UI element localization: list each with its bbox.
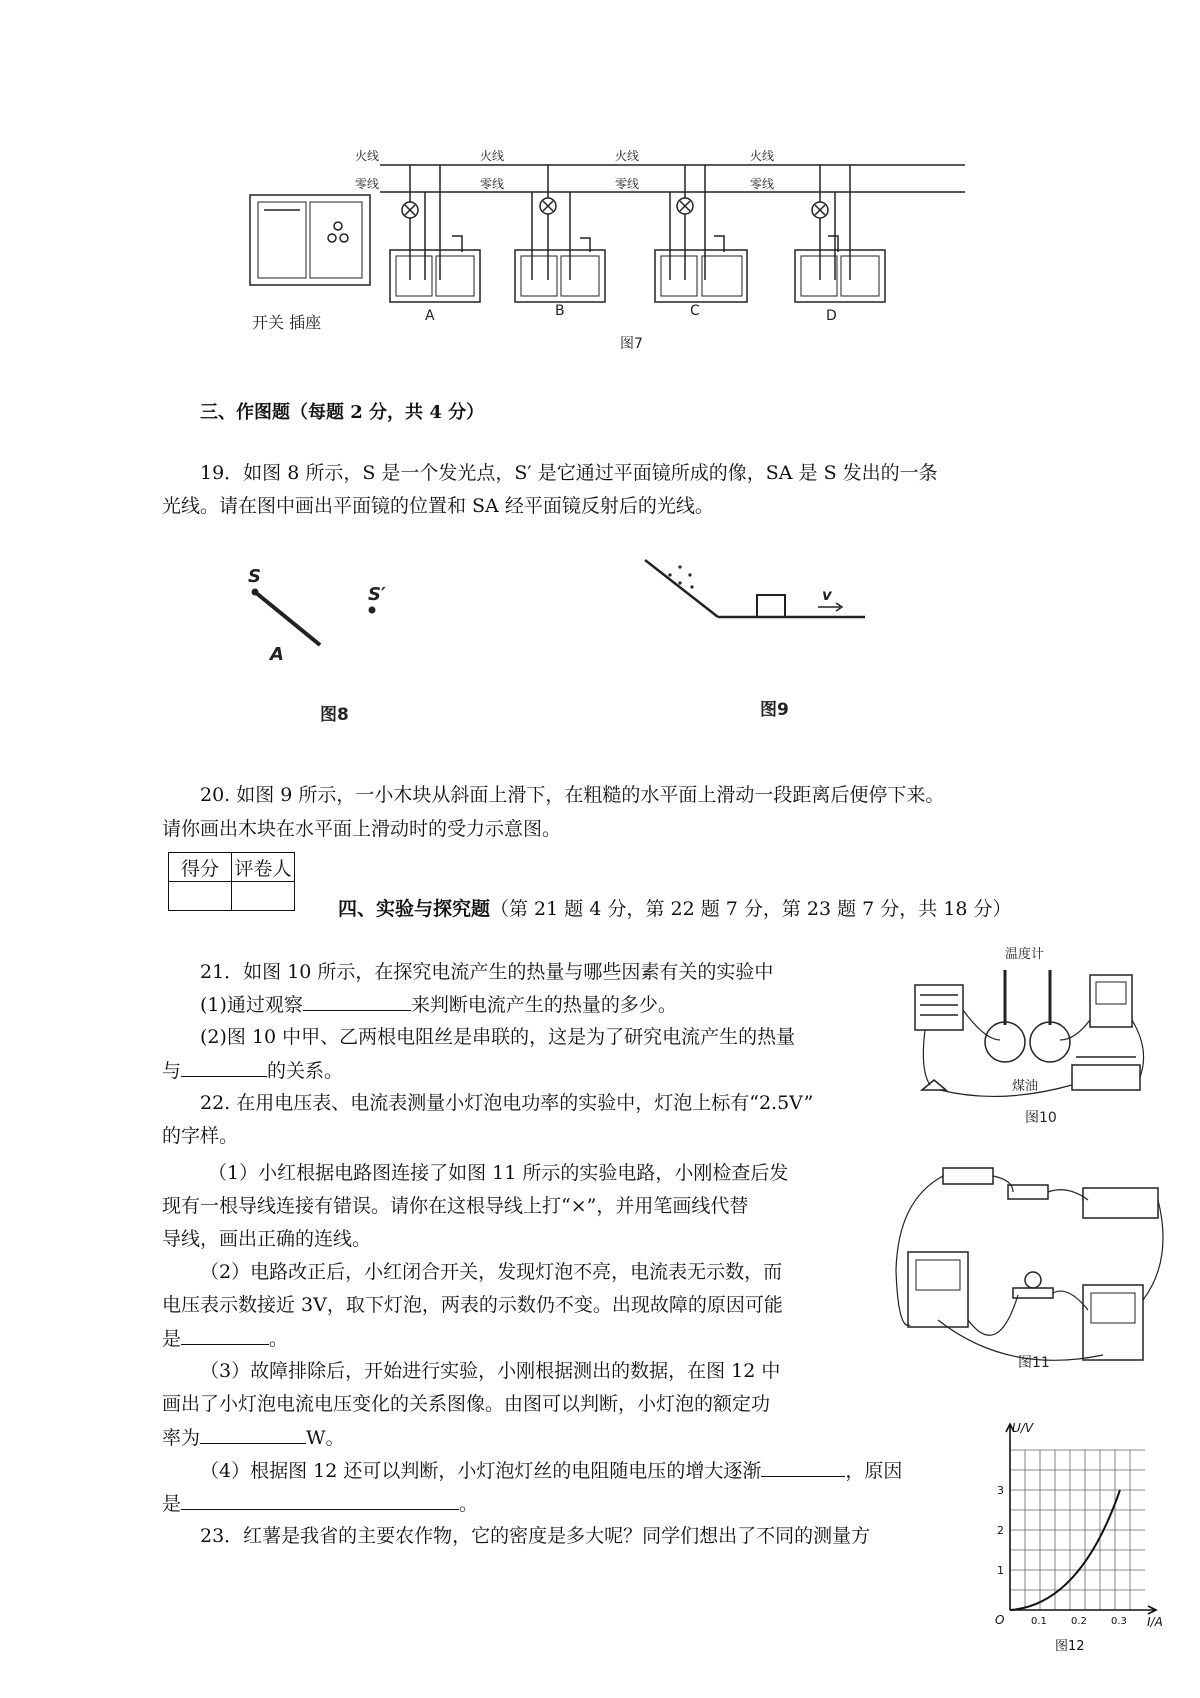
q22-s1-line-1: （1）小红根据电路图连接了如图 11 所示的实验电路，小刚检查后发 xyxy=(208,1162,789,1184)
q21-part-1 xyxy=(200,988,677,1022)
panel-label: 开关 插座 xyxy=(252,313,322,332)
rheostat xyxy=(1072,1065,1140,1090)
q22-s3-line-1: （3）故障排除后，开始进行实验，小刚根据测出的数据，在图 12 中 xyxy=(200,1360,781,1382)
q21-blank-2[interactable] xyxy=(181,1054,267,1077)
option-d-label: D xyxy=(826,308,837,324)
figure-8 xyxy=(200,550,460,730)
q22-blank-power[interactable] xyxy=(200,1421,306,1444)
figure-8-caption: 图8 xyxy=(320,705,349,725)
wood-block xyxy=(757,595,785,617)
figure-10-caption: 图10 xyxy=(1025,1110,1057,1126)
q21-part-3 xyxy=(162,1054,343,1088)
point-s-prime-label: S′ xyxy=(368,584,386,605)
q22-s4-mid: ，原因 xyxy=(845,1460,903,1482)
figure-12 xyxy=(985,1410,1185,1660)
live-wire-label: 火线 xyxy=(615,149,640,163)
rheostat xyxy=(1083,1188,1158,1218)
q22-s4-line-1 xyxy=(200,1454,902,1488)
q22-s2-line-2: 电压表示数接近 3V，取下灯泡，两表的示数仍不变。出现故障的原因可能 xyxy=(162,1294,783,1316)
q21-part-1-prefix: (1)通过观察 xyxy=(200,994,303,1016)
q21-part-1-suffix: 来判断电流产生的热量的多少。 xyxy=(410,994,677,1016)
q22-s3-line-2: 画出了小灯泡电流电压变化的关系图像。由图可以判断，小灯泡的额定功 xyxy=(162,1393,771,1415)
velocity-label: v xyxy=(822,586,832,604)
option-c-diagram xyxy=(655,165,747,302)
x-tick-1: 0.1 xyxy=(1031,1616,1047,1627)
figure-7-caption: 图7 xyxy=(620,336,643,352)
q22-s3-suffix: W。 xyxy=(306,1427,345,1449)
q21-part-3-prefix: 与 xyxy=(162,1060,182,1082)
origin-label: O xyxy=(995,1613,1005,1627)
score-cell[interactable] xyxy=(169,882,232,911)
q22-s3-prefix: 率为 xyxy=(162,1427,201,1449)
switch xyxy=(922,1080,946,1090)
grader-header: 评卷人 xyxy=(232,853,295,882)
incline xyxy=(645,560,718,617)
point-s-label: S xyxy=(248,566,261,587)
dotted-block-outline xyxy=(668,565,693,588)
q22-line-1: 22. 在用电压表、电流表测量小灯泡电功率的实验中，灯泡上标有“2.5V” xyxy=(200,1092,814,1114)
figure-7 xyxy=(230,140,990,370)
point-a-label: A xyxy=(270,644,284,665)
q22-s4-reason-prefix: 是 xyxy=(162,1493,182,1515)
q19-line-2: 光线。请在图中画出平面镜的位置和 SA 经平面镜反射后的光线。 xyxy=(162,495,714,517)
x-tick-2: 0.2 xyxy=(1071,1616,1087,1627)
q22-s4-reason-suffix: 。 xyxy=(459,1493,479,1515)
figure-9-caption: 图9 xyxy=(760,700,789,720)
option-c-label: C xyxy=(690,303,700,319)
q22-s2-prefix: 是 xyxy=(162,1328,182,1350)
ray-sa xyxy=(255,592,320,645)
live-wire-label: 火线 xyxy=(355,149,380,163)
switch xyxy=(1008,1185,1048,1199)
graph-grid xyxy=(1010,1450,1145,1610)
q22-s2-line-1: （2）电路改正后，小红闭合开关，发现灯泡不亮，电流表无示数，而 xyxy=(200,1261,783,1283)
section-4-heading-row xyxy=(338,893,1012,926)
figure-9 xyxy=(640,555,880,735)
live-wire-label: 火线 xyxy=(750,149,775,163)
battery xyxy=(943,1168,993,1184)
q22-blank-fault[interactable] xyxy=(181,1322,269,1345)
neutral-wire-label: 零线 xyxy=(480,177,505,191)
score-header: 得分 xyxy=(169,853,232,882)
figure-12-caption: 图12 xyxy=(1055,1639,1085,1654)
section-4-heading: 四、实验与探究题 xyxy=(338,898,491,920)
option-b-label: B xyxy=(555,303,565,319)
q22-line-2: 的字样。 xyxy=(162,1125,239,1147)
option-a-diagram xyxy=(390,165,480,302)
q22-s4-line-2 xyxy=(162,1487,478,1521)
figure-10 xyxy=(900,940,1160,1130)
q22-blank-resistance[interactable] xyxy=(761,1454,845,1477)
y-tick-3: 3 xyxy=(997,1484,1004,1497)
score-table xyxy=(168,852,295,911)
option-a-label: A xyxy=(425,308,435,324)
oil-label: 煤油 xyxy=(1012,1079,1039,1094)
battery xyxy=(915,985,963,1030)
q22-s3-line-3 xyxy=(162,1421,345,1455)
q21-part-3-suffix: 的关系。 xyxy=(267,1060,344,1082)
section-4-note: （第 21 题 4 分，第 22 题 7 分，第 23 题 7 分，共 18 分） xyxy=(490,898,1012,920)
q23-line-1: 23．红薯是我省的主要农作物，它的密度是多大呢？同学们想出了不同的测量方 xyxy=(200,1525,871,1547)
figure-11-caption: 图11 xyxy=(1018,1355,1050,1371)
lamp xyxy=(1025,1272,1041,1288)
x-axis-label: I/A xyxy=(1147,1615,1163,1629)
live-wire-label: 火线 xyxy=(480,149,505,163)
y-tick-2: 2 xyxy=(997,1524,1004,1537)
q19-line-1: 19．如图 8 所示，S 是一个发光点，S′ 是它通过平面镜所成的像，SA 是 S 发出的一条 xyxy=(200,462,938,484)
section-3-heading: 三、作图题（每题 2 分，共 4 分） xyxy=(200,402,485,423)
q22-s1-line-2: 现有一根导线连接有错误。请你在这根导线上打“×”，并用笔画线代替 xyxy=(162,1195,749,1217)
grader-cell[interactable] xyxy=(232,882,295,911)
x-tick-3: 0.3 xyxy=(1111,1616,1127,1627)
thermometer-label: 温度计 xyxy=(1005,947,1045,962)
q20-line-2: 请你画出木块在水平面上滑动时的受力示意图。 xyxy=(162,818,562,840)
q20-line-1: 20. 如图 9 所示，一小木块从斜面上滑下，在粗糙的水平面上滑动一段距离后便停下来。 xyxy=(200,784,945,806)
q22-s2-suffix: 。 xyxy=(269,1328,289,1350)
neutral-wire-label: 零线 xyxy=(355,177,380,191)
neutral-wire-label: 零线 xyxy=(615,177,640,191)
q22-s1-line-3: 导线，画出正确的连线。 xyxy=(162,1228,372,1250)
q22-blank-reason[interactable] xyxy=(181,1487,459,1510)
option-d-diagram xyxy=(795,165,885,302)
option-b-diagram xyxy=(515,165,605,302)
q21-line-1: 21．如图 10 所示，在探究电流产生的热量与哪些因素有关的实验中 xyxy=(200,961,774,983)
neutral-wire-label: 零线 xyxy=(750,177,775,191)
flask-2 xyxy=(1030,1022,1070,1062)
y-axis-label: U/V xyxy=(1012,1421,1034,1435)
figure-11 xyxy=(888,1160,1178,1375)
point-s-prime xyxy=(369,607,376,614)
q21-blank-1[interactable] xyxy=(303,988,411,1011)
flask-1 xyxy=(985,1022,1025,1062)
q22-s4-prefix: （4）根据图 12 还可以判断，小灯泡灯丝的电阻随电压的增大逐渐 xyxy=(200,1460,762,1482)
q21-part-2: (2)图 10 中甲、乙两根电阻丝是串联的，这是为了研究电流产生的热量 xyxy=(200,1026,796,1048)
y-tick-1: 1 xyxy=(997,1564,1004,1577)
q22-s2-line-3 xyxy=(162,1322,288,1356)
